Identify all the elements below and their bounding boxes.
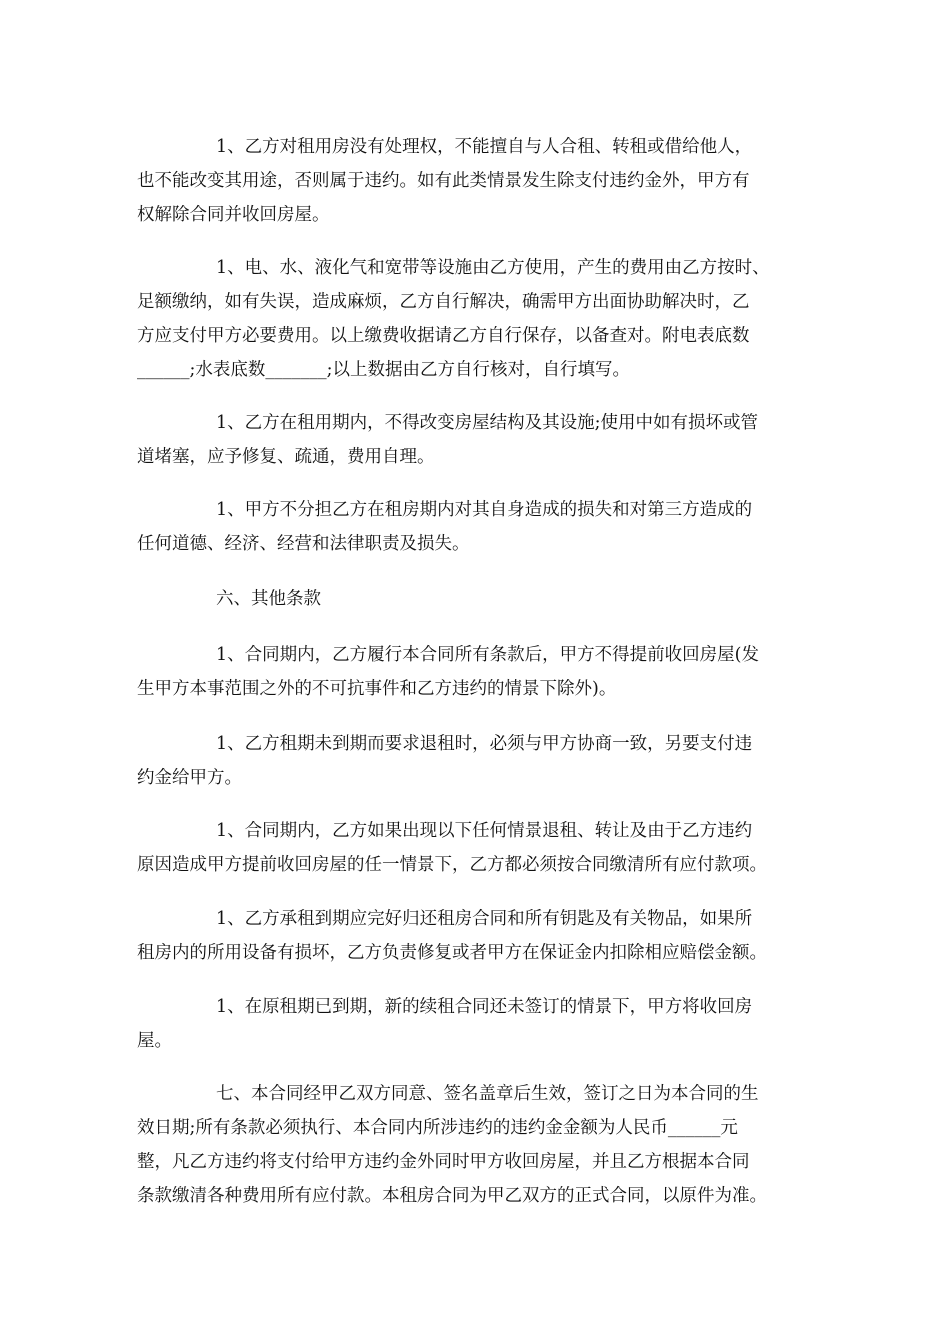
text-line: 道堵塞，应予修复、疏通，费用自理。 (137, 447, 435, 467)
text-line: 约金给甲方。 (137, 768, 242, 788)
paragraph-effective-clause (137, 1077, 827, 1213)
text-line: 七、本合同经甲乙双方同意、签名盖章后生效，签订之日为本合同的生 (216, 1084, 759, 1104)
paragraph-early-recovery-clause (137, 638, 827, 706)
text-line: 1、乙方在租用期内，不得改变房屋结构及其设施;使用中如有损坏或管 (216, 413, 759, 433)
paragraph-utilities-clause (137, 251, 827, 387)
text-line: 1、乙方租期未到期而要求退租时，必须与甲方协商一致，另要支付违 (216, 734, 753, 754)
text-line: 1、在原租期已到期，新的续租合同还未签订的情景下，甲方将收回房 (216, 997, 753, 1017)
text-line: 1、乙方承租到期应完好归还租房合同和所有钥匙及有关物品，如果所 (216, 909, 753, 929)
text-line: 原因造成甲方提前收回房屋的任一情景下，乙方都必须按合同缴清所有应付款项。 (137, 855, 767, 875)
paragraph-early-termination-clause (137, 727, 827, 795)
paragraph-breach-payment-clause (137, 814, 827, 882)
text-line: 1、电、水、液化气和宽带等设施由乙方使用，产生的费用由乙方按时、 (216, 258, 770, 278)
text-line: 条款缴清各种费用所有应付款。本租房合同为甲乙双方的正式合同，以原件为准。 (137, 1186, 767, 1206)
text-line: 生甲方本事范围之外的不可抗事件和乙方违约的情景下除外)。 (137, 679, 617, 699)
text-line: 任何道德、经济、经营和法律职责及损失。 (137, 534, 470, 554)
text-line: 租房内的所用设备有损坏，乙方负责修复或者甲方在保证金内扣除相应赔偿金额。 (137, 943, 767, 963)
section-heading-other-terms (137, 582, 827, 616)
text-line: 六、其他条款 (216, 589, 321, 609)
text-line: 1、合同期内，乙方如果出现以下任何情景退租、转让及由于乙方违约 (216, 821, 753, 841)
text-line: 方应支付甲方必要费用。以上缴费收据请乙方自行保存，以备查对。附电表底数 (137, 326, 750, 346)
paragraph-structure-clause (137, 406, 827, 474)
text-line: 屋。 (137, 1031, 172, 1051)
text-line: 1、乙方对租用房没有处理权，不能擅自与人合租、转租或借给他人， (216, 137, 753, 157)
text-line: 效日期;所有条款必须执行、本合同内所涉违约的违约金金额为人民币______元 (137, 1118, 738, 1138)
text-line: 1、合同期内，乙方履行本合同所有条款后，甲方不得提前收回房屋(发 (216, 645, 759, 665)
text-line: 整，凡乙方违约将支付给甲方违约金外同时甲方收回房屋，并且乙方根据本合同 (137, 1152, 750, 1172)
text-line: 也不能改变其用途，否则属于违约。如有此类情景发生除支付违约金外，甲方有 (137, 171, 750, 191)
paragraph-renewal-clause (137, 990, 827, 1058)
text-line: 足额缴纳，如有失误，造成麻烦，乙方自行解决，确需甲方出面协助解决时，乙 (137, 292, 750, 312)
text-line: ______;水表底数_______;以上数据由乙方自行核对，自行填写。 (137, 360, 631, 380)
text-line: 权解除合同并收回房屋。 (137, 205, 330, 225)
paragraph-sublease-clause (137, 130, 827, 232)
paragraph-liability-clause (137, 493, 827, 561)
paragraph-return-clause (137, 902, 827, 970)
text-line: 1、甲方不分担乙方在租房期内对其自身造成的损失和对第三方造成的 (216, 500, 753, 520)
